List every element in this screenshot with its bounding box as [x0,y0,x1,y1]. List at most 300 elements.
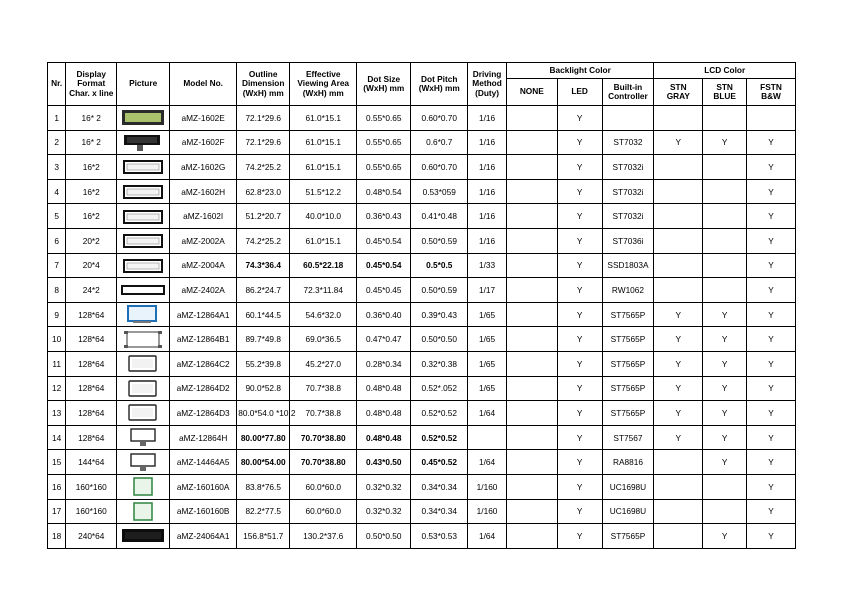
picture-cell [117,155,170,180]
model-number-cell: aMZ-2002A [170,228,237,253]
fstn-cell: Y [747,401,796,426]
outline-dimension-cell: 156.8*51.7 [237,524,290,549]
fstn-cell: Y [747,499,796,524]
display-format-cell: 16*2 [66,179,117,204]
stn-blue-cell [703,155,747,180]
backlight-led-cell: Y [557,474,602,499]
fstn-cell: Y [747,351,796,376]
lcd-module-picture [121,453,165,472]
stn-blue-cell: Y [703,401,747,426]
stn-blue-cell: Y [703,327,747,352]
stn-blue-cell: Y [703,450,747,475]
driving-duty-cell: 1/160 [468,499,507,524]
lcd-spec-table [47,62,796,549]
dot-pitch-cell: 0.5*0.5 [411,253,468,278]
controller-cell: UC1698U [602,474,654,499]
dot-size-cell: 0.45*0.45 [357,278,411,303]
fstn-cell: Y [747,130,796,155]
stn-gray-cell: Y [654,302,703,327]
dot-size-cell: 0.36*0.43 [357,204,411,229]
header-model: Model No. [170,63,237,106]
table-row [48,155,796,180]
fstn-cell [747,106,796,131]
table-row [48,351,796,376]
stn-blue-cell: Y [703,130,747,155]
dot-size-cell: 0.43*0.50 [357,450,411,475]
controller-cell: ST7565P [602,327,654,352]
backlight-led-cell: Y [557,155,602,180]
dot-pitch-cell: 0.52*.052 [411,376,468,401]
model-number-cell: aMZ-1602H [170,179,237,204]
dot-size-cell: 0.36*0.40 [357,302,411,327]
display-format-cell: 128*64 [66,425,117,450]
header-dot-size: Dot Size (WxH) mm [357,63,411,106]
lcd-module-picture [121,157,165,176]
outline-dimension-cell: 80.00*77.80 [237,425,290,450]
dot-pitch-cell: 0.50*0.50 [411,327,468,352]
fstn-cell: Y [747,302,796,327]
header-backlight-group: Backlight Color [506,63,654,79]
backlight-none-cell [506,499,557,524]
dot-pitch-cell: 0.60*0.70 [411,155,468,180]
viewing-area-cell: 60.0*60.0 [290,474,357,499]
stn-gray-cell: Y [654,401,703,426]
picture-cell [117,302,170,327]
stn-blue-cell: Y [703,302,747,327]
lcd-module-picture [121,502,165,521]
stn-gray-cell: Y [654,130,703,155]
backlight-led-cell: Y [557,376,602,401]
model-number-cell: aMZ-12864B1 [170,327,237,352]
display-format-cell: 24*2 [66,278,117,303]
picture-cell [117,351,170,376]
stn-blue-cell [703,179,747,204]
dot-size-cell: 0.48*0.54 [357,179,411,204]
model-number-cell: aMZ-2004A [170,253,237,278]
display-format-cell: 128*64 [66,302,117,327]
row-number: 4 [48,179,66,204]
outline-dimension-cell: 83.8*76.5 [237,474,290,499]
dot-size-cell: 0.32*0.32 [357,499,411,524]
display-format-cell: 128*64 [66,401,117,426]
picture-cell [117,204,170,229]
lcd-module-picture [121,526,165,545]
picture-cell [117,278,170,303]
backlight-none-cell [506,253,557,278]
table-row [48,106,796,131]
outline-dimension-cell: 60.1*44.5 [237,302,290,327]
lcd-module-picture [121,354,165,373]
row-number: 8 [48,278,66,303]
backlight-none-cell [506,425,557,450]
outline-dimension-cell: 74.3*36.4 [237,253,290,278]
fstn-cell: Y [747,524,796,549]
stn-gray-cell: Y [654,376,703,401]
dot-size-cell: 0.55*0.65 [357,130,411,155]
backlight-led-cell: Y [557,425,602,450]
dot-size-cell: 0.32*0.32 [357,474,411,499]
controller-cell: RW1062 [602,278,654,303]
row-number: 17 [48,499,66,524]
viewing-area-cell: 70.70*38.80 [290,450,357,475]
table-row [48,204,796,229]
stn-blue-cell [703,204,747,229]
table-row [48,130,796,155]
viewing-area-cell: 69.0*36.5 [290,327,357,352]
table-body [48,106,796,549]
stn-gray-cell [654,524,703,549]
header-backlight-none: NONE [506,79,557,106]
dot-pitch-cell: 0.6*0.7 [411,130,468,155]
outline-dimension-cell: 55.2*39.8 [237,351,290,376]
backlight-none-cell [506,376,557,401]
display-format-cell: 20*2 [66,228,117,253]
backlight-none-cell [506,524,557,549]
backlight-none-cell [506,450,557,475]
fstn-cell: Y [747,278,796,303]
stn-blue-cell: Y [703,425,747,450]
stn-blue-cell [703,278,747,303]
lcd-module-picture [121,231,165,250]
backlight-none-cell [506,401,557,426]
viewing-area-cell: 70.7*38.8 [290,401,357,426]
backlight-led-cell: Y [557,179,602,204]
stn-gray-cell [654,155,703,180]
picture-cell [117,499,170,524]
controller-cell: ST7565P [602,351,654,376]
controller-cell: SSD1803A [602,253,654,278]
model-number-cell: aMZ-1602E [170,106,237,131]
fstn-cell: Y [747,253,796,278]
controller-cell: ST7036i [602,228,654,253]
controller-cell: ST7565P [602,401,654,426]
backlight-led-cell: Y [557,130,602,155]
header-picture: Picture [117,63,170,106]
lcd-module-picture [121,477,165,496]
row-number: 9 [48,302,66,327]
driving-duty-cell: 1/64 [468,401,507,426]
row-number: 3 [48,155,66,180]
display-format-cell: 160*160 [66,499,117,524]
display-format-cell: 16*2 [66,155,117,180]
controller-cell: UC1698U [602,499,654,524]
model-number-cell: aMZ-12864D3 [170,401,237,426]
picture-cell [117,425,170,450]
header-stn-gray: STN GRAY [654,79,703,106]
backlight-none-cell [506,302,557,327]
dot-pitch-cell: 0.53*0.53 [411,524,468,549]
fstn-cell: Y [747,179,796,204]
dot-size-cell: 0.45*0.54 [357,253,411,278]
driving-duty-cell: 1/65 [468,351,507,376]
fstn-cell: Y [747,327,796,352]
dot-pitch-cell: 0.45*0.52 [411,450,468,475]
driving-duty-cell: 1/17 [468,278,507,303]
driving-duty-cell: 1/64 [468,524,507,549]
fstn-cell: Y [747,425,796,450]
dot-size-cell: 0.47*0.47 [357,327,411,352]
stn-gray-cell: Y [654,351,703,376]
table-row [48,228,796,253]
outline-dimension-cell: 74.2*25.2 [237,155,290,180]
dot-pitch-cell: 0.52*0.52 [411,401,468,426]
driving-duty-cell: 1/16 [468,179,507,204]
outline-dimension-cell: 62.8*23.0 [237,179,290,204]
dot-pitch-cell: 0.52*0.52 [411,425,468,450]
table-row [48,524,796,549]
row-number: 15 [48,450,66,475]
dot-size-cell: 0.28*0.34 [357,351,411,376]
fstn-cell: Y [747,474,796,499]
driving-duty-cell [468,425,507,450]
viewing-area-cell: 60.5*22.18 [290,253,357,278]
header-effective: Effective Viewing Area (WxH) mm [290,63,357,106]
driving-duty-cell: 1/16 [468,130,507,155]
row-number: 7 [48,253,66,278]
model-number-cell: aMZ-160160A [170,474,237,499]
model-number-cell: aMZ-1602G [170,155,237,180]
controller-cell: ST7032 [602,130,654,155]
row-number: 16 [48,474,66,499]
display-format-cell: 240*64 [66,524,117,549]
viewing-area-cell: 72.3*11.84 [290,278,357,303]
lcd-module-picture [121,379,165,398]
stn-blue-cell [703,499,747,524]
header-driving: Driving Method (Duty) [468,63,507,106]
stn-gray-cell [654,106,703,131]
row-number: 14 [48,425,66,450]
viewing-area-cell: 70.7*38.8 [290,376,357,401]
display-format-cell: 20*4 [66,253,117,278]
lcd-module-picture [121,133,165,152]
controller-cell: ST7565P [602,376,654,401]
controller-cell: RA8816 [602,450,654,475]
backlight-none-cell [506,327,557,352]
outline-dimension-cell: 74.2*25.2 [237,228,290,253]
row-number: 12 [48,376,66,401]
header-display-format: Display Format Char. x line [66,63,117,106]
stn-gray-cell [654,253,703,278]
backlight-led-cell: Y [557,278,602,303]
dot-size-cell: 0.55*0.65 [357,155,411,180]
row-number: 1 [48,106,66,131]
stn-blue-cell: Y [703,524,747,549]
stn-gray-cell: Y [654,327,703,352]
dot-pitch-cell: 0.32*0.38 [411,351,468,376]
viewing-area-cell: 61.0*15.1 [290,130,357,155]
backlight-none-cell [506,106,557,131]
display-format-cell: 128*64 [66,376,117,401]
viewing-area-cell: 51.5*12.2 [290,179,357,204]
table-row [48,401,796,426]
display-format-cell: 16*2 [66,204,117,229]
driving-duty-cell: 1/65 [468,327,507,352]
model-number-cell: aMZ-12864H [170,425,237,450]
dot-pitch-cell: 0.53*059 [411,179,468,204]
header-backlight-led: LED [557,79,602,106]
viewing-area-cell: 45.2*27.0 [290,351,357,376]
driving-duty-cell: 1/16 [468,228,507,253]
viewing-area-cell: 130.2*37.6 [290,524,357,549]
stn-gray-cell [654,228,703,253]
table-header [48,63,796,106]
model-number-cell: aMZ-1602F [170,130,237,155]
dot-pitch-cell: 0.34*0.34 [411,499,468,524]
backlight-led-cell: Y [557,204,602,229]
stn-gray-cell [654,204,703,229]
header-nr: Nr. [48,63,66,106]
picture-cell [117,401,170,426]
display-format-cell: 16* 2 [66,130,117,155]
backlight-none-cell [506,130,557,155]
controller-cell: ST7032i [602,204,654,229]
dot-size-cell: 0.55*0.65 [357,106,411,131]
viewing-area-cell: 61.0*15.1 [290,106,357,131]
header-lcd-group: LCD Color [654,63,796,79]
stn-gray-cell [654,179,703,204]
model-number-cell: aMZ-14464A5 [170,450,237,475]
table-row [48,499,796,524]
picture-cell [117,179,170,204]
model-number-cell: aMZ-2402A [170,278,237,303]
backlight-led-cell: Y [557,401,602,426]
stn-blue-cell [703,253,747,278]
driving-duty-cell: 1/16 [468,106,507,131]
display-format-cell: 16* 2 [66,106,117,131]
display-format-cell: 144*64 [66,450,117,475]
viewing-area-cell: 61.0*15.1 [290,228,357,253]
picture-cell [117,474,170,499]
dot-pitch-cell: 0.41*0.48 [411,204,468,229]
backlight-led-cell: Y [557,228,602,253]
stn-blue-cell [703,106,747,131]
backlight-none-cell [506,351,557,376]
dot-size-cell: 0.48*0.48 [357,425,411,450]
backlight-none-cell [506,228,557,253]
display-format-cell: 128*64 [66,327,117,352]
controller-cell: ST7565P [602,302,654,327]
backlight-led-cell: Y [557,351,602,376]
outline-dimension-cell: 51.2*20.7 [237,204,290,229]
dot-pitch-cell: 0.50*0.59 [411,278,468,303]
stn-blue-cell [703,228,747,253]
lcd-module-picture [121,403,165,422]
picture-cell [117,106,170,131]
viewing-area-cell: 70.70*38.80 [290,425,357,450]
lcd-module-picture [121,256,165,275]
lcd-module-picture [121,182,165,201]
backlight-led-cell: Y [557,253,602,278]
driving-duty-cell: 1/65 [468,302,507,327]
display-format-cell: 160*160 [66,474,117,499]
outline-dimension-cell: 89.7*49.8 [237,327,290,352]
table-row [48,278,796,303]
model-number-cell: aMZ-24064A1 [170,524,237,549]
picture-cell [117,327,170,352]
outline-dimension-cell: 80.00*54.00 [237,450,290,475]
display-format-cell: 128*64 [66,351,117,376]
viewing-area-cell: 61.0*15.1 [290,155,357,180]
stn-gray-cell: Y [654,425,703,450]
dot-size-cell: 0.45*0.54 [357,228,411,253]
dot-pitch-cell: 0.34*0.34 [411,474,468,499]
row-number: 2 [48,130,66,155]
table-row [48,425,796,450]
header-dot-pitch: Dot Pitch (WxH) mm [411,63,468,106]
dot-size-cell: 0.50*0.50 [357,524,411,549]
controller-cell: ST7032i [602,179,654,204]
dot-pitch-cell: 0.60*0.70 [411,106,468,131]
model-number-cell: aMZ-12864D2 [170,376,237,401]
backlight-led-cell: Y [557,450,602,475]
driving-duty-cell: 1/160 [468,474,507,499]
lcd-module-picture [121,428,165,447]
dot-size-cell: 0.48*0.48 [357,376,411,401]
lcd-module-picture [121,108,165,127]
stn-gray-cell [654,474,703,499]
model-number-cell: aMZ-12864C2 [170,351,237,376]
dot-pitch-cell: 0.39*0.43 [411,302,468,327]
stn-blue-cell: Y [703,351,747,376]
driving-duty-cell: 1/65 [468,376,507,401]
backlight-led-cell: Y [557,499,602,524]
row-number: 11 [48,351,66,376]
backlight-none-cell [506,204,557,229]
viewing-area-cell: 54.6*32.0 [290,302,357,327]
fstn-cell: Y [747,155,796,180]
header-controller: Built-in Controller [602,79,654,106]
table-row [48,376,796,401]
backlight-led-cell: Y [557,302,602,327]
stn-blue-cell [703,474,747,499]
backlight-none-cell [506,155,557,180]
backlight-led-cell: Y [557,327,602,352]
controller-cell: ST7565P [602,524,654,549]
controller-cell: ST7567 [602,425,654,450]
model-number-cell: aMZ-160160B [170,499,237,524]
stn-gray-cell [654,499,703,524]
backlight-none-cell [506,179,557,204]
table-row [48,179,796,204]
table-row [48,302,796,327]
row-number: 18 [48,524,66,549]
header-fstn: FSTN B&W [747,79,796,106]
lcd-module-picture [121,280,165,299]
driving-duty-cell: 1/16 [468,155,507,180]
outline-dimension-cell: 90.0*52.8 [237,376,290,401]
table-row [48,474,796,499]
table-row [48,450,796,475]
picture-cell [117,253,170,278]
row-number: 13 [48,401,66,426]
picture-cell [117,228,170,253]
driving-duty-cell: 1/64 [468,450,507,475]
lcd-module-picture [121,330,165,349]
fstn-cell: Y [747,450,796,475]
picture-cell [117,376,170,401]
row-number: 10 [48,327,66,352]
picture-cell [117,130,170,155]
viewing-area-cell: 60.0*60.0 [290,499,357,524]
backlight-none-cell [506,474,557,499]
dot-pitch-cell: 0.50*0.59 [411,228,468,253]
fstn-cell: Y [747,376,796,401]
controller-cell [602,106,654,131]
stn-gray-cell [654,450,703,475]
backlight-none-cell [506,278,557,303]
dot-size-cell: 0.48*0.48 [357,401,411,426]
outline-dimension-cell: 80.0*54.0 *10.2 [237,401,290,426]
